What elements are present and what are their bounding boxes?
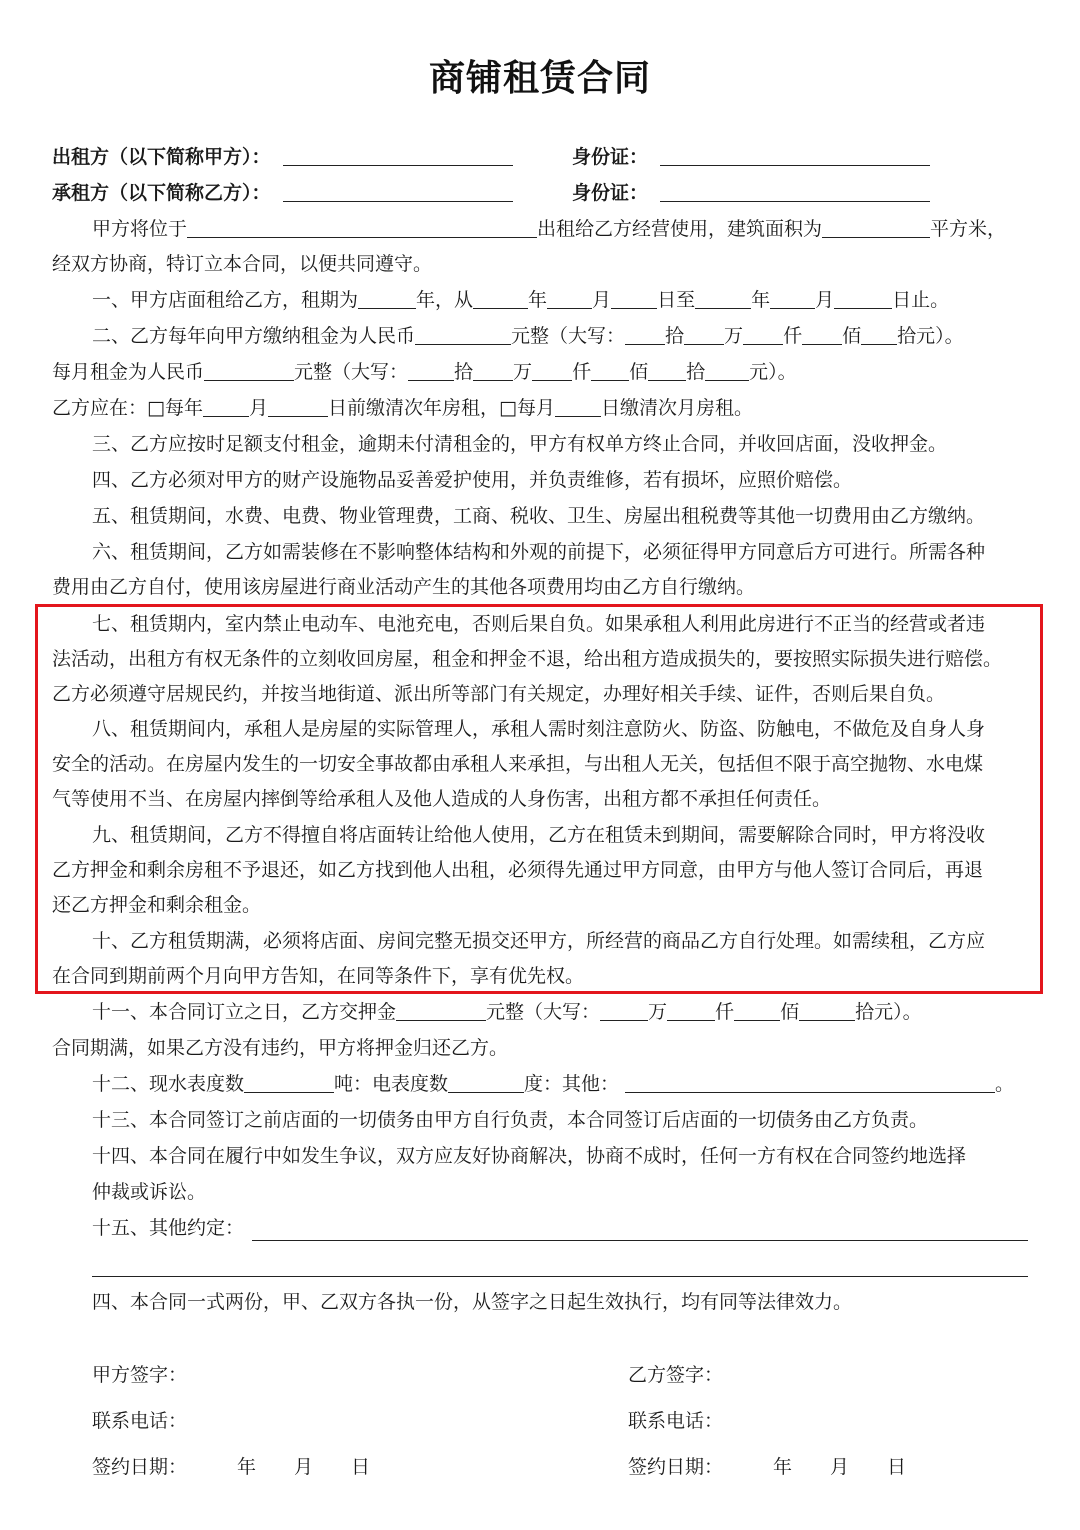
intro-text-b: 出租给乙方经营使用，建筑面积为 — [537, 218, 823, 240]
c12-text-b: 吨：电表度数 — [334, 1073, 449, 1095]
area-blank[interactable] — [822, 217, 930, 238]
annual-shi-blank[interactable] — [625, 324, 665, 345]
start-year-blank[interactable] — [473, 288, 528, 309]
c2-payment-text-b: 每年 — [164, 397, 203, 419]
annual-wan-blank[interactable] — [684, 324, 724, 345]
c11-text-f: 拾元）。 — [855, 1001, 922, 1023]
party-a-day: 日 — [351, 1456, 371, 1478]
lessee-name-blank[interactable] — [283, 181, 513, 202]
other-terms-line-1[interactable] — [252, 1240, 1028, 1241]
c2-text-d: 万 — [724, 325, 744, 347]
c1-text-b: 年，从 — [416, 289, 474, 311]
monthly-shi-blank[interactable] — [408, 360, 454, 381]
clause-14-line-2: 仲裁或诉讼。 — [92, 1181, 207, 1203]
annual-bai-blank[interactable] — [802, 324, 842, 345]
party-b-year: 年 — [773, 1456, 793, 1478]
c12-text-a: 十二、现水表度数 — [92, 1073, 245, 1095]
c2-monthly-text-h: 元）。 — [749, 361, 797, 383]
c2-text-f: 佰 — [842, 325, 862, 347]
clause-9-line-1: 九、租赁期间，乙方不得擅自将店面转让给他人使用，乙方在租赁未到期间，需要解除合同时，甲方将没收 — [92, 824, 986, 846]
c12-text-d: 。 — [995, 1073, 1015, 1095]
c2-payment-text-e: 每月 — [516, 397, 555, 419]
lessee-id-label: 身份证： — [572, 182, 649, 204]
c2-text-b: 元整（大写： — [511, 325, 626, 347]
c11-text-d: 仟 — [715, 1001, 735, 1023]
start-month-blank[interactable] — [547, 288, 592, 309]
clause-9-line-2: 乙方押金和剩余房租不予退还，如乙方找到他人出租，必须得先通过甲方同意，由甲方与他人签订合同后，再退 — [52, 859, 984, 881]
deposit-shi-blank[interactable] — [799, 1000, 855, 1021]
clause-10-line-2: 在合同到期前两个月向甲方告知，在同等条件下，享有优先权。 — [52, 965, 585, 987]
party-a-signature-label: 甲方签字： — [92, 1364, 188, 1386]
intro-line-1 — [92, 216, 1006, 242]
c2-text-e: 仟 — [783, 325, 803, 347]
clause-2 — [92, 323, 964, 349]
c2-payment-text-a: 乙方应在： — [52, 397, 148, 419]
clause-9-line-3: 还乙方押金和剩余租金。 — [52, 894, 262, 916]
clause-1 — [92, 287, 949, 313]
annual-rent-blank[interactable] — [415, 324, 511, 345]
c1-text-e: 日至 — [657, 289, 696, 311]
c2-monthly-text-f: 佰 — [629, 361, 649, 383]
c2-monthly-text-d: 万 — [513, 361, 533, 383]
c2-text-c: 拾 — [665, 325, 685, 347]
pay-monthly-day-blank[interactable] — [555, 396, 601, 417]
c2-payment-text-f: 日缴清次月房租。 — [600, 397, 753, 419]
monthly-checkbox-icon[interactable]: □ — [499, 397, 517, 419]
monthly-yuan-blank[interactable] — [705, 360, 749, 381]
deposit-bai-blank[interactable] — [734, 1000, 780, 1021]
lessee-label: 承租方（以下简称乙方）： — [52, 182, 271, 204]
c15-text: 十五、其他约定： — [92, 1217, 245, 1239]
c2-monthly-text-a: 每月租金为人民币 — [52, 361, 205, 383]
party-b-signature-label: 乙方签字： — [628, 1364, 724, 1386]
c2-monthly-text-e: 仟 — [572, 361, 592, 383]
pay-month-blank[interactable] — [203, 396, 249, 417]
final-clause: 四、本合同一式两份，甲、乙双方各执一份，从签字之日起生效执行，均有同等法律效力。 — [92, 1291, 853, 1313]
c11-text-a: 十一、本合同订立之日，乙方交押金 — [92, 1001, 397, 1023]
lessor-name-blank[interactable] — [283, 145, 513, 166]
c2-monthly-text-g: 拾 — [686, 361, 706, 383]
clause-8-line-2: 安全的活动。在房屋内发生的一切安全事故都由承租人来承担，与出租人无关，包括但不限于高空抛物、水电煤 — [52, 753, 984, 775]
annual-qian-blank[interactable] — [743, 324, 783, 345]
party-a-phone-label: 联系电话： — [92, 1410, 188, 1432]
party-a-month: 月 — [294, 1456, 314, 1478]
lessor-id-line — [572, 144, 930, 170]
monthly-qian-blank[interactable] — [532, 360, 572, 381]
payment-line — [52, 395, 753, 421]
c2-text-a: 二、乙方每年向甲方缴纳租金为人民币 — [92, 325, 416, 347]
clause-6-line-1: 六、租赁期间，乙方如需装修在不影响整体结构和外观的前提下，必须征得甲方同意后方可进行。所需各种 — [92, 541, 986, 563]
term-years-blank[interactable] — [358, 288, 416, 309]
clause-6-line-2: 费用由乙方自付，使用该房屋进行商业活动产生的其他各项费用均由乙方自行缴纳。 — [52, 576, 756, 598]
deposit-blank[interactable] — [396, 1000, 486, 1021]
party-b-month: 月 — [830, 1456, 850, 1478]
lessee-id-line — [572, 180, 930, 206]
party-a-year: 年 — [237, 1456, 257, 1478]
end-year-blank[interactable] — [695, 288, 751, 309]
c1-text-a: 一、甲方店面租给乙方，租期为 — [92, 289, 359, 311]
intro-text-a: 甲方将位于 — [92, 218, 188, 240]
c2-monthly-text-c: 拾 — [454, 361, 474, 383]
clause-11-line-2: 合同期满，如果乙方没有违约，甲方将押金归还乙方。 — [52, 1037, 509, 1059]
party-a-date-line — [92, 1454, 370, 1480]
yearly-checkbox-icon[interactable]: □ — [147, 397, 165, 419]
clause-15 — [92, 1215, 244, 1241]
monthly-wan-blank[interactable] — [473, 360, 513, 381]
lessor-label: 出租方（以下简称甲方）： — [52, 146, 271, 168]
c2-monthly-text-b: 元整（大写： — [294, 361, 409, 383]
monthly-rent-line — [52, 359, 797, 385]
c11-text-c: 万 — [648, 1001, 668, 1023]
clause-7-line-1: 七、租赁期内，室内禁止电动车、电池充电，否则后果自负。如果承租人利用此房进行不正当的经营或者违 — [92, 613, 986, 635]
end-month-blank[interactable] — [770, 288, 815, 309]
deposit-qian-blank[interactable] — [667, 1000, 715, 1021]
end-day-blank[interactable] — [834, 288, 892, 309]
c2-payment-text-d: 日前缴清次年房租， — [328, 397, 500, 419]
clause-11 — [92, 999, 922, 1025]
location-blank[interactable] — [187, 217, 537, 238]
lessor-line — [52, 144, 513, 170]
c1-text-g: 月 — [815, 289, 835, 311]
c11-text-b: 元整（大写： — [486, 1001, 601, 1023]
start-day-blank[interactable] — [611, 288, 657, 309]
c2-payment-text-c: 月 — [248, 397, 268, 419]
water-meter-blank[interactable] — [244, 1072, 334, 1093]
other-terms-line-2[interactable] — [92, 1276, 1028, 1277]
party-b-day: 日 — [887, 1456, 907, 1478]
pay-day-blank[interactable] — [268, 396, 328, 417]
deposit-wan-blank[interactable] — [600, 1000, 648, 1021]
clause-7-line-3: 乙方必须遵守居规民约，并按当地街道、派出所等部门有关规定，办理好相关手续、证件，否则后果自负。 — [52, 683, 946, 705]
lessee-line — [52, 180, 513, 206]
monthly-shi2-blank[interactable] — [648, 360, 686, 381]
party-b-date-line — [628, 1454, 906, 1480]
page-title: 商铺租赁合同 — [428, 58, 651, 99]
lessor-id-label: 身份证： — [572, 146, 649, 168]
lessee-id-blank[interactable] — [660, 181, 930, 202]
c2-text-g: 拾元）。 — [897, 325, 964, 347]
monthly-rent-blank[interactable] — [204, 360, 294, 381]
c1-text-c: 年 — [528, 289, 548, 311]
c12-text-c: 度：其他： — [524, 1073, 620, 1095]
party-b-phone-label: 联系电话： — [628, 1410, 724, 1432]
c1-text-h: 日止。 — [892, 289, 950, 311]
intro-line-2: 经双方协商，特订立本合同，以便共同遵守。 — [52, 253, 433, 275]
intro-text-c: 平方米， — [930, 218, 1007, 240]
c1-text-f: 年 — [751, 289, 771, 311]
clause-8-line-1: 八、租赁期间内，承租人是房屋的实际管理人，承租人需时刻注意防火、防盗、防触电，不做危及自身人身 — [92, 718, 986, 740]
clause-13: 十三、本合同签订之前店面的一切债务由甲方自行负责，本合同签订后店面的一切债务由乙方负责。 — [92, 1109, 929, 1131]
clause-14-line-1: 十四、本合同在履行中如发生争议，双方应友好协商解决，协商不成时，任何一方有权在合同签约地选择 — [92, 1145, 967, 1167]
electric-meter-blank[interactable] — [448, 1072, 524, 1093]
lessor-id-blank[interactable] — [660, 145, 930, 166]
party-b-date-label: 签约日期： — [628, 1456, 724, 1478]
c1-text-d: 月 — [592, 289, 612, 311]
clause-10-line-1: 十、乙方租赁期满，必须将店面、房间完整无损交还甲方，所经营的商品乙方自行处理。如需续租，乙方应 — [92, 930, 986, 952]
annual-shi2-blank[interactable] — [861, 324, 897, 345]
monthly-bai-blank[interactable] — [591, 360, 629, 381]
clause-7-line-2: 法活动，出租方有权无条件的立刻收回房屋，租金和押金不退，给出租方造成损失的，要按照实际损失进行赔偿。 — [52, 648, 1003, 670]
clause-12 — [92, 1071, 1014, 1097]
clause-5: 五、租赁期间，水费、电费、物业管理费，工商、税收、卫生、房屋出租税费等其他一切费用由乙方缴纳。 — [92, 505, 986, 527]
clause-8-line-3: 气等使用不当、在房屋内摔倒等给承租人及他人造成的人身伤害，出租方都不承担任何责任。 — [52, 788, 832, 810]
c11-text-e: 佰 — [780, 1001, 800, 1023]
clause-3: 三、乙方应按时足额支付租金，逾期未付清租金的，甲方有权单方终止合同，并收回店面，没收押金。 — [92, 433, 948, 455]
other-meter-blank[interactable] — [625, 1072, 995, 1093]
party-a-date-label: 签约日期： — [92, 1456, 188, 1478]
clause-4: 四、乙方必须对甲方的财产设施物品妥善爱护使用，并负责维修，若有损坏，应照价赔偿。 — [92, 469, 853, 491]
